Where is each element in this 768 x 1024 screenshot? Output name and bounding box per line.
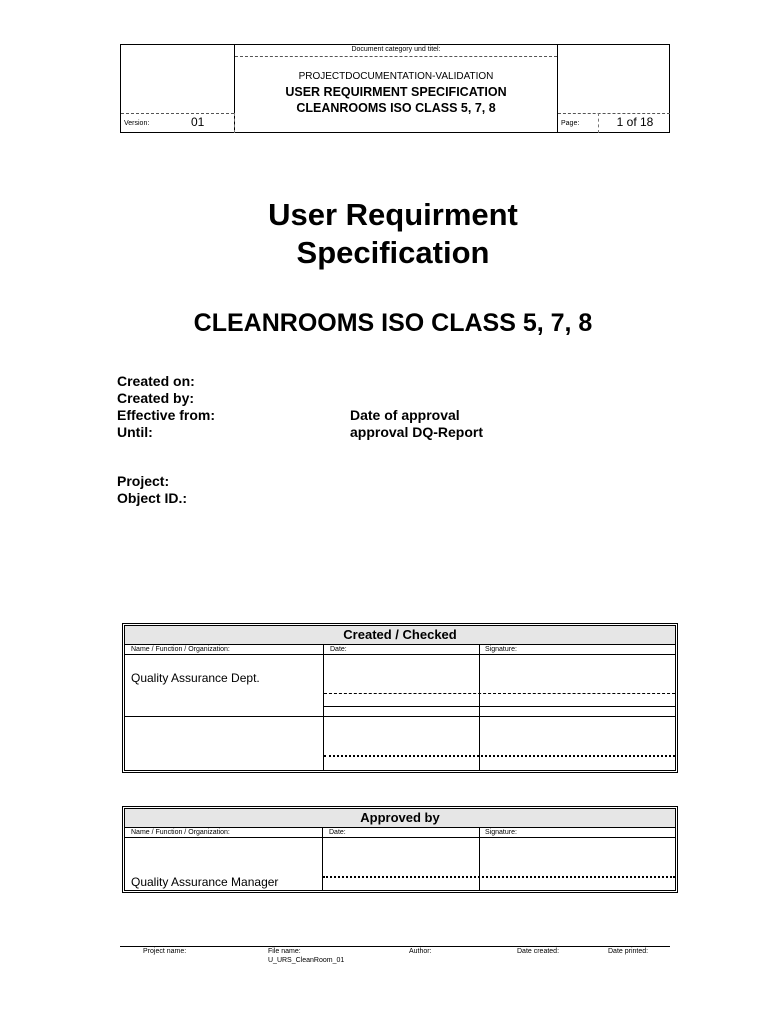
footer-date-printed: Date printed:: [608, 948, 649, 955]
created-row1-name: Quality Assurance Dept.: [131, 671, 260, 685]
col-signature-label: Signature:: [485, 829, 517, 836]
version-value: 01: [191, 115, 205, 129]
page-label: Page:: [561, 120, 580, 127]
until-value: approval DQ-Report: [350, 424, 484, 440]
object-id-label: Object ID.:: [117, 490, 188, 506]
created-checked-title: Created / Checked: [125, 626, 675, 645]
header-category-label: Document category und titel:: [351, 46, 441, 53]
footer-date-created: Date created:: [517, 948, 560, 955]
footer-file-value: U_URS_CleanRoom_01: [268, 957, 345, 964]
document-title-line2: Specification: [296, 235, 490, 270]
footer-file-name: File name:: [268, 948, 301, 955]
effective-from-value: Date of approval: [350, 407, 460, 423]
header-title-line1: USER REQUIRMENT SPECIFICATION: [285, 85, 507, 99]
approved-row1-name: Quality Assurance Manager: [131, 875, 279, 889]
approved-by-title: Approved by: [125, 809, 675, 828]
document-header: [120, 44, 670, 133]
col-date-label: Date:: [330, 646, 347, 653]
document-title-line1: User Requirment: [268, 197, 518, 232]
project-label: Project:: [117, 473, 170, 489]
header-title-line2: CLEANROOMS ISO CLASS 5, 7, 8: [296, 101, 496, 115]
version-label: Version:: [124, 120, 150, 127]
footer-divider: [120, 946, 670, 947]
header-project-doc: PROJECTDOCUMENTATION-VALIDATION: [298, 71, 494, 82]
footer-project-name: Project name:: [143, 948, 187, 955]
until-label: Until:: [117, 424, 153, 440]
page-value: 1 of 18: [616, 115, 654, 129]
effective-from-label: Effective from:: [117, 407, 216, 423]
created-by-label: Created by:: [117, 390, 195, 406]
created-checked-table: [124, 625, 676, 771]
document-subtitle: CLEANROOMS ISO CLASS 5, 7, 8: [193, 309, 593, 337]
col-date-label: Date:: [329, 829, 346, 836]
col-name-label: Name / Function / Organization:: [131, 646, 230, 653]
col-signature-label: Signature:: [485, 646, 517, 653]
footer-author: Author:: [409, 948, 432, 955]
created-on-label: Created on:: [117, 373, 195, 389]
approved-by-table: [124, 808, 676, 891]
col-name-label: Name / Function / Organization:: [131, 829, 230, 836]
